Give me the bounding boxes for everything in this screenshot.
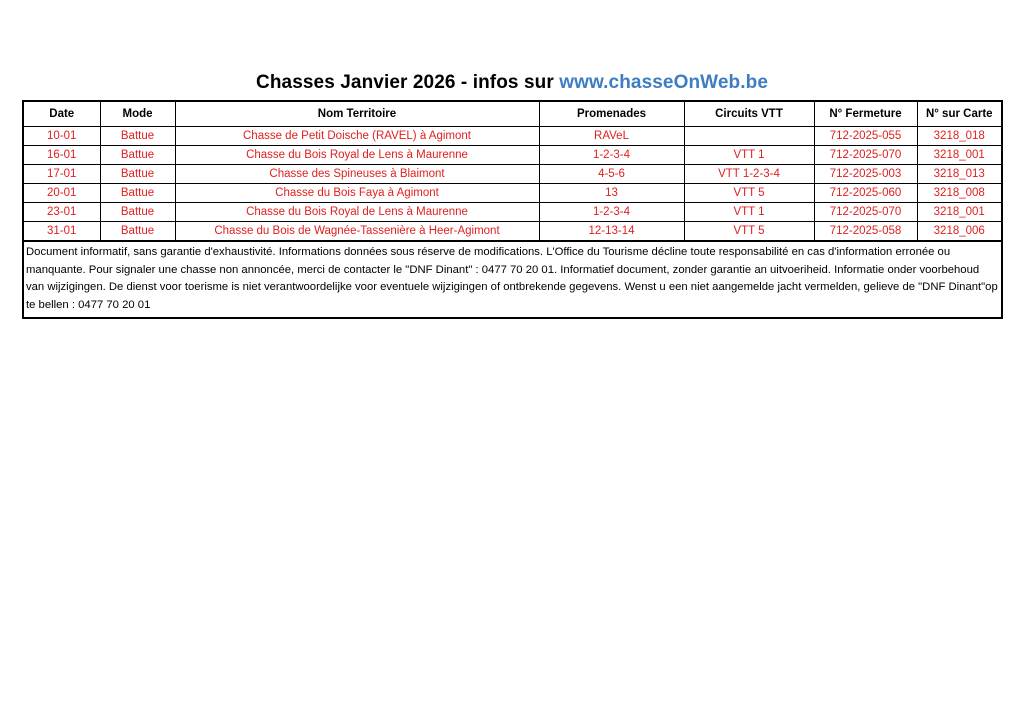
- cell-mode: Battue: [100, 203, 175, 222]
- cell-map: 3218_013: [917, 165, 1002, 184]
- header-date: Date: [23, 101, 100, 127]
- cell-mtb: [684, 127, 814, 146]
- header-closure-number: N° Fermeture: [814, 101, 917, 127]
- cell-closure: 712-2025-070: [814, 146, 917, 165]
- cell-territory: Chasse de Petit Doische (RAVEL) à Agimont: [175, 127, 539, 146]
- cell-mtb: VTT 5: [684, 184, 814, 203]
- title-prefix: Chasses Janvier 2026 - infos sur: [256, 72, 560, 93]
- cell-mtb: VTT 1: [684, 203, 814, 222]
- table-row: [23, 184, 1002, 203]
- page-title: [0, 72, 1024, 94]
- cell-date: 31-01: [23, 222, 100, 242]
- cell-walks: 1-2-3-4: [539, 203, 684, 222]
- cell-territory: Chasse du Bois Royal de Lens à Maurenne: [175, 146, 539, 165]
- cell-date: 16-01: [23, 146, 100, 165]
- header-territory: Nom Territoire: [175, 101, 539, 127]
- cell-mode: Battue: [100, 184, 175, 203]
- hunts-table: [22, 100, 1003, 319]
- cell-walks: 1-2-3-4: [539, 146, 684, 165]
- header-mtb-circuits: Circuits VTT: [684, 101, 814, 127]
- cell-mode: Battue: [100, 127, 175, 146]
- table-row: [23, 127, 1002, 146]
- cell-mtb: VTT 5: [684, 222, 814, 242]
- header-map-number: N° sur Carte: [917, 101, 1002, 127]
- cell-map: 3218_001: [917, 203, 1002, 222]
- cell-date: 20-01: [23, 184, 100, 203]
- cell-closure: 712-2025-003: [814, 165, 917, 184]
- cell-closure: 712-2025-070: [814, 203, 917, 222]
- cell-map: 3218_008: [917, 184, 1002, 203]
- cell-map: 3218_001: [917, 146, 1002, 165]
- cell-date: 23-01: [23, 203, 100, 222]
- header-mode: Mode: [100, 101, 175, 127]
- cell-date: 10-01: [23, 127, 100, 146]
- cell-mode: Battue: [100, 222, 175, 242]
- cell-mtb: VTT 1: [684, 146, 814, 165]
- cell-closure: 712-2025-060: [814, 184, 917, 203]
- table-row: [23, 146, 1002, 165]
- cell-mtb: VTT 1-2-3-4: [684, 165, 814, 184]
- cell-territory: Chasse du Bois Royal de Lens à Maurenne: [175, 203, 539, 222]
- cell-closure: 712-2025-058: [814, 222, 917, 242]
- table-row: [23, 165, 1002, 184]
- website-link[interactable]: www.chasseOnWeb.be: [559, 72, 768, 93]
- cell-territory: Chasse du Bois de Wagnée-Tassenière à Heer-Agimont: [175, 222, 539, 242]
- cell-map: 3218_018: [917, 127, 1002, 146]
- cell-mode: Battue: [100, 146, 175, 165]
- cell-walks: 12-13-14: [539, 222, 684, 242]
- cell-date: 17-01: [23, 165, 100, 184]
- disclaimer-note: Document informatif, sans garantie d'exhaustivité. Informations données sous réserve de modifications. L'Office du Tourisme décline toute responsabilité en cas d'information erronée ou manquante. Pour signaler une chasse non annoncée, merci de contacter le "DNF Dinant" : 0477 70 20 01. Informatief document, zonder garantie an uitvoeriheid. Informatie onder voorbehoud van wijzigingen. De dienst voor toerisme is niet verantwoordelijke voor eventuele wijzigingen of ontbrekende gegevens. Wenst u een niet aangemelde jacht vermelden, gelieve de "DNF Dinant"op te bellen : 0477 70 20 01: [23, 241, 1002, 318]
- cell-walks: 13: [539, 184, 684, 203]
- table-row: [23, 222, 1002, 242]
- table-header-row: [23, 101, 1002, 127]
- cell-mode: Battue: [100, 165, 175, 184]
- cell-territory: Chasse du Bois Faya à Agimont: [175, 184, 539, 203]
- cell-territory: Chasse des Spineuses à Blaimont: [175, 165, 539, 184]
- cell-closure: 712-2025-055: [814, 127, 917, 146]
- table-row: [23, 203, 1002, 222]
- disclaimer-row: [23, 241, 1002, 318]
- cell-walks: RAVeL: [539, 127, 684, 146]
- header-walks: Promenades: [539, 101, 684, 127]
- cell-walks: 4-5-6: [539, 165, 684, 184]
- cell-map: 3218_006: [917, 222, 1002, 242]
